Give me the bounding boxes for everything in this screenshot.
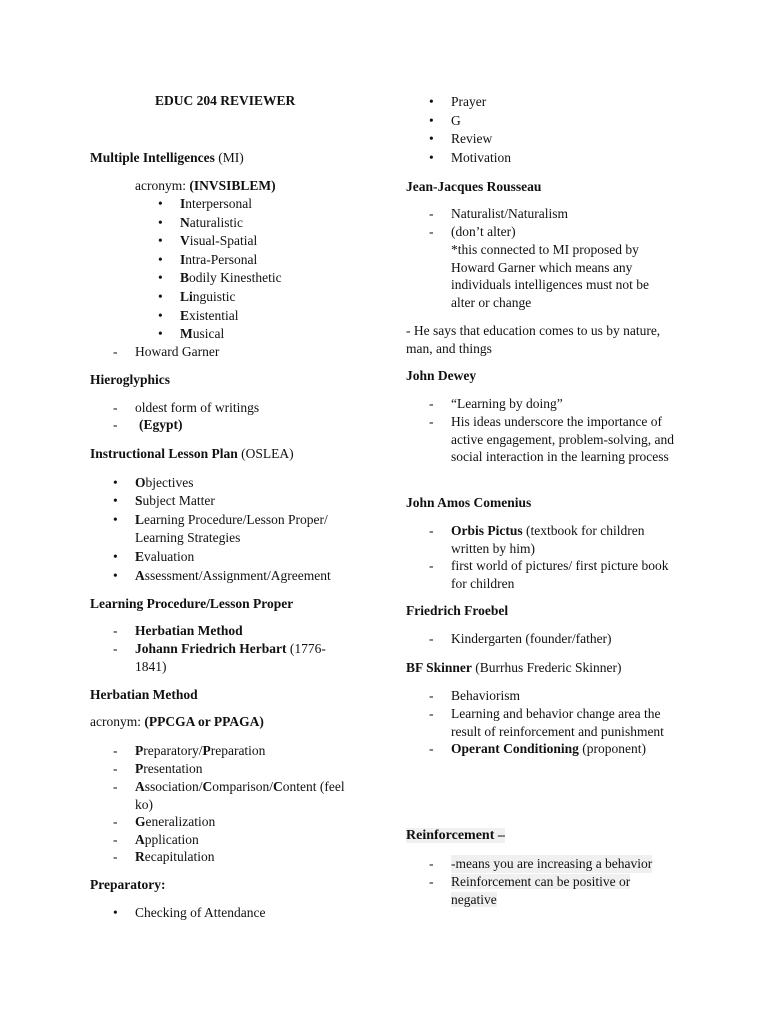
list-item (113, 760, 202, 778)
list-item-text: Musical (180, 326, 225, 342)
list-item (158, 288, 236, 306)
hiero-item: - (Egypt) (113, 417, 183, 432)
reinforcement-item: - Reinforcement can be positive or negative (429, 874, 631, 907)
comenius-item: - first world of pictures/ first picture book for children (429, 558, 669, 591)
rousseau-paragraph: - He says that education comes to us by nature, man, and things (406, 323, 661, 356)
bullet-glyph: • (113, 549, 118, 564)
list-item-text: Naturalistic (180, 214, 243, 230)
list-item (158, 232, 257, 250)
dewey-item: - “Learning by doing” (429, 396, 563, 411)
lp-item: - Johann Friedrich Herbart (1776-1841) (113, 641, 326, 674)
list-item (429, 112, 461, 130)
rousseau-heading: Jean-Jacques Rousseau (406, 179, 542, 194)
list-item-text: Subject Matter (135, 493, 215, 508)
list-item-text: Assessment/Assignment/Agreement (135, 568, 331, 583)
list-item (429, 93, 486, 111)
froebel-item: - Kindergarten (founder/father) (429, 631, 612, 646)
comenius-item: - Orbis Pictus (textbook for children written by him) (429, 523, 645, 556)
dewey-item: - His ideas underscore the importance of active engagement, problem-solving, and social interaction in the learning process (429, 414, 675, 465)
skinner-item: - Behaviorism (429, 688, 520, 703)
dash-glyph: - (113, 814, 118, 829)
list-item-text: Presentation (135, 761, 203, 776)
list-item-text: G (451, 112, 461, 128)
dewey-heading: John Dewey (406, 368, 477, 383)
list-item (113, 548, 194, 566)
list-item (158, 269, 282, 287)
reinforcement-item: - -means you are increasing a behavior (429, 856, 653, 871)
list-item-text: Existential (180, 307, 239, 323)
list-item-text: Recapitulation (135, 849, 215, 864)
hiero-item: - oldest form of writings (113, 400, 260, 415)
dash-glyph: - (113, 849, 118, 864)
list-item-text: Prayer (451, 94, 487, 109)
dash-glyph: - (113, 344, 118, 359)
list-item-text: Learning Procedure/Lesson Proper/ Learning Strategies (135, 512, 328, 545)
skinner-item: - Operant Conditioning (proponent) (429, 741, 647, 756)
rousseau-note: *this connected to MI proposed by Howard Garner which means any individuals intelligences must not be alter or change (451, 242, 649, 310)
list-item-text: Objectives (135, 475, 194, 490)
list-item-text: Application (135, 832, 199, 847)
hm-heading: Herbatian Method (90, 687, 198, 702)
list-item (113, 848, 214, 866)
list-item-text: Generalization (135, 814, 216, 829)
list-item (158, 307, 239, 325)
bullet-glyph: • (158, 251, 163, 267)
rousseau-item: - (don’t alter) (429, 224, 516, 239)
froebel-heading: Friedrich Froebel (406, 603, 509, 618)
lp-heading: Learning Procedure/Lesson Proper (90, 596, 294, 611)
mi-proponent: - Howard Garner (113, 344, 220, 359)
list-item (429, 130, 492, 148)
bullet-glyph: • (158, 326, 163, 342)
list-item (158, 214, 243, 232)
list-item (113, 831, 199, 849)
list-item (158, 195, 252, 213)
list-item (113, 778, 358, 813)
bullet-glyph: • (113, 493, 118, 508)
list-item-text: Motivation (451, 149, 511, 165)
lp-item: - Herbatian Method (113, 623, 243, 638)
list-item-text: Interpersonal (180, 196, 252, 211)
bullet-glyph: • (113, 512, 118, 527)
comenius-heading: John Amos Comenius (406, 495, 532, 510)
mi-acronym: acronym: (INVSIBLEM) (135, 178, 276, 193)
document-title: EDUC 204 REVIEWER (155, 93, 296, 108)
rousseau-item: - Naturalist/Naturalism (429, 206, 568, 221)
bullet-glyph: • (158, 289, 163, 304)
list-item (113, 492, 215, 510)
dash-glyph: - (113, 832, 118, 847)
bullet-glyph: • (158, 196, 163, 211)
dash-glyph: - (113, 743, 118, 758)
dash-glyph: - (113, 779, 118, 794)
list-item-text: Review (451, 131, 493, 147)
hm-acronym: acronym: (PPCGA or PPAGA) (90, 714, 264, 729)
list-item-text: Evaluation (135, 549, 195, 564)
skinner-item: - Learning and behavior change area the result of reinforcement and punishment (429, 706, 664, 739)
hiero-heading: Hieroglyphics (90, 372, 171, 387)
bullet-glyph: • (158, 307, 163, 323)
bullet-glyph: • (158, 270, 163, 286)
list-item (113, 813, 215, 831)
bullet-glyph: • (429, 131, 434, 147)
bullet-glyph: • (158, 214, 163, 230)
list-item-text: Intra-Personal (180, 251, 258, 267)
list-item-text: Visual-Spatial (180, 233, 258, 249)
list-item (113, 742, 265, 760)
bullet-glyph: • (429, 94, 434, 109)
bullet-glyph: • (429, 149, 434, 165)
ilp-heading: Instructional Lesson Plan (OSLEA) (90, 446, 294, 461)
list-item (113, 567, 331, 585)
prep-item: • Checking of Attendance (113, 905, 266, 920)
mi-heading: Multiple Intelligences (MI) (90, 150, 244, 165)
bullet-glyph: • (429, 112, 434, 128)
list-item (113, 474, 194, 492)
list-item (158, 325, 224, 343)
bullet-glyph: • (113, 475, 118, 490)
list-item-text: Preparatory/Preparation (135, 743, 266, 758)
list-item-text: Bodily Kinesthetic (180, 270, 282, 286)
list-item (429, 149, 511, 167)
dash-glyph: - (113, 761, 118, 776)
bullet-glyph: • (158, 233, 163, 249)
list-item (158, 251, 257, 269)
reinforcement-heading: Reinforcement – (406, 828, 505, 843)
prep-heading: Preparatory: (90, 877, 166, 892)
list-item-text: Linguistic (180, 289, 236, 304)
skinner-heading: BF Skinner (Burrhus Frederic Skinner) (406, 660, 622, 675)
list-item-text: Association/Comparison/Content (feel ko) (135, 779, 345, 812)
bullet-glyph: • (113, 568, 118, 583)
list-item (113, 511, 338, 546)
